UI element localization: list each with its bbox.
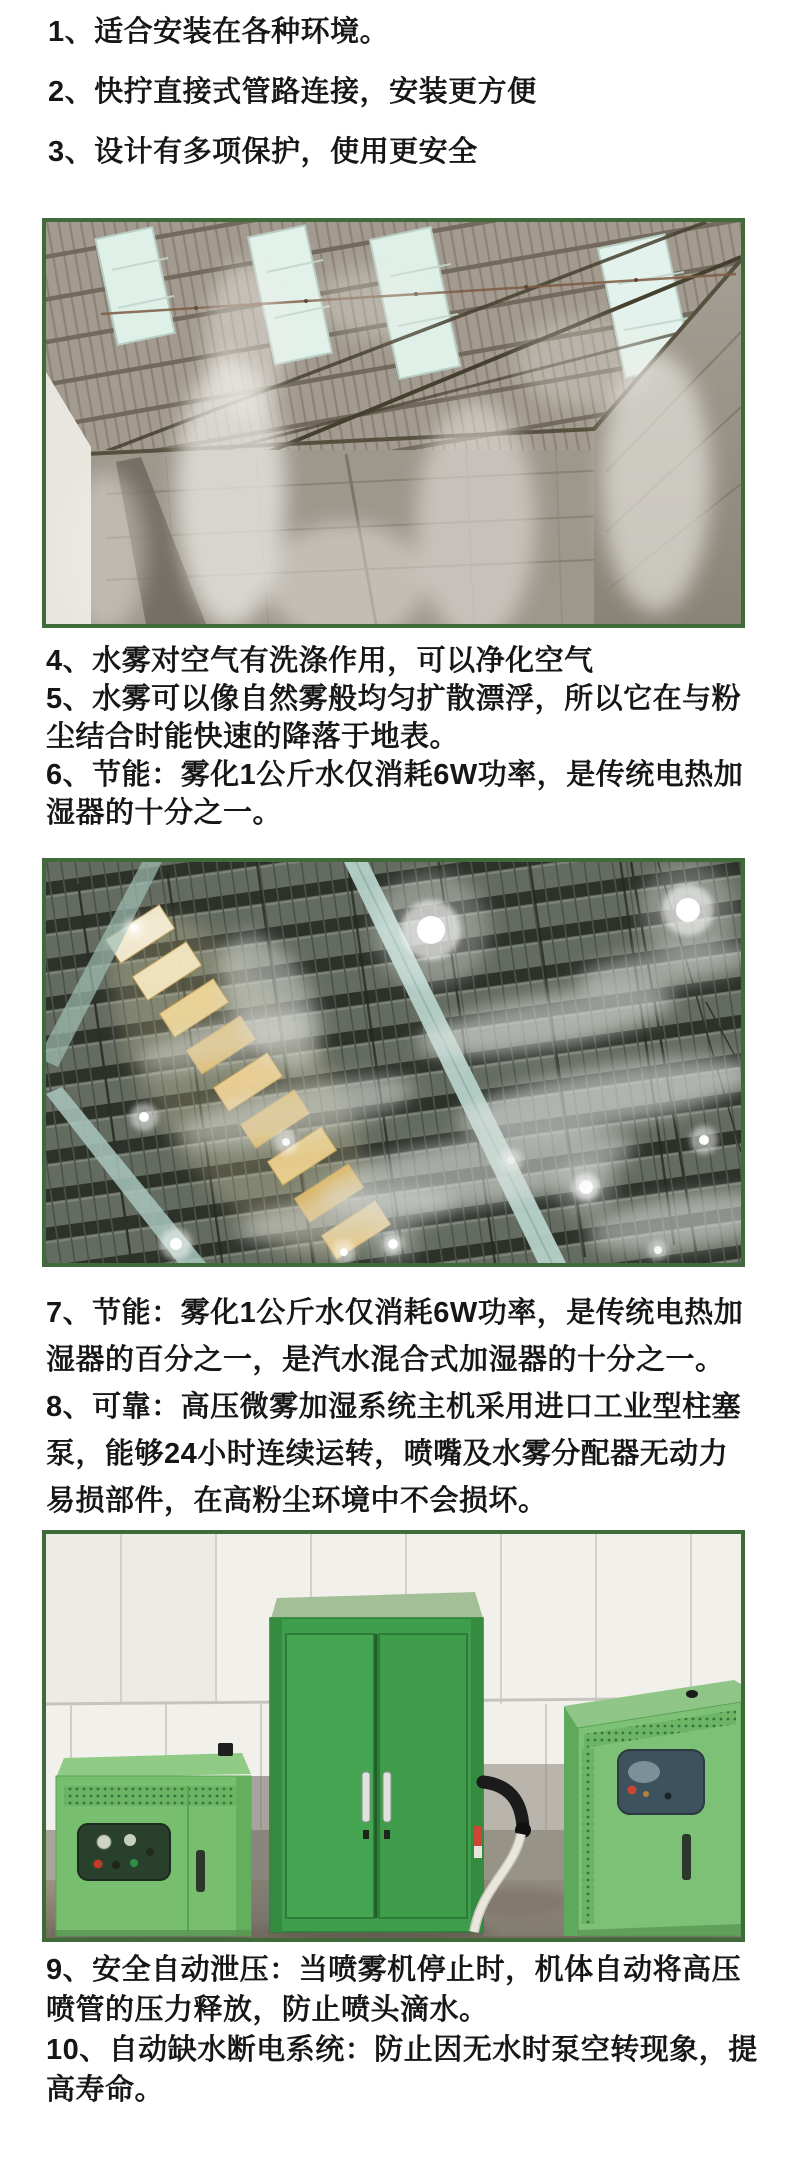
feature-list-mist	[46, 642, 743, 832]
photo-workshop-spray-lights-art	[46, 862, 741, 1263]
right-cabinet	[564, 1680, 741, 1936]
feature-text-line: 泵，能够24小时连续运转，喷嘴及水雾分配器无动力	[46, 1438, 729, 1470]
feature-text-line: 喷管的压力释放，防止喷头滴水。	[46, 1994, 489, 2026]
feature-list-energy-reliability	[46, 1290, 743, 1525]
feature-text-line: 5、水雾可以像自然雾般均匀扩散漂浮，所以它在与粉	[46, 683, 742, 715]
photo-workshop-spray-lights	[42, 858, 745, 1267]
photo-green-pump-cabinets-art	[46, 1534, 741, 1938]
feature-text-line: 3、设计有多项保护，使用更安全	[48, 136, 478, 168]
feature-text-line: 尘结合时能快速的降落于地表。	[46, 721, 460, 753]
feature-text-line: 湿器的百分之一，是汽水混合式加湿器的十分之一。	[46, 1344, 725, 1376]
photo-workshop-mist-ceiling	[42, 218, 745, 628]
feature-text-line: 6、节能：雾化1公斤水仅消耗6W功率，是传统电热加	[46, 759, 744, 791]
feature-text-line: 7、节能：雾化1公斤水仅消耗6W功率，是传统电热加	[46, 1297, 744, 1329]
feature-text-line: 8、可靠：高压微雾加湿系统主机采用进口工业型柱塞	[46, 1391, 742, 1423]
photo-workshop-mist-ceiling-art	[46, 222, 741, 624]
photo-green-pump-cabinets	[42, 1530, 745, 1942]
feature-text-line: 2、快拧直接式管路连接，安装更方便	[48, 76, 537, 108]
left-cabinet	[56, 1743, 251, 1936]
feature-text-line: 10、自动缺水断电系统：防止因无水时泵空转现象，提	[46, 2034, 758, 2066]
feature-text-line: 易损部件，在高粉尘环境中不会损坏。	[46, 1485, 548, 1517]
feature-text-line: 9、安全自动泄压：当喷雾机停止时，机体自动将高压	[46, 1954, 742, 1986]
feature-text-line: 高寿命。	[46, 2074, 165, 2106]
feature-text-line: 1、适合安装在各种环境。	[48, 16, 390, 48]
feature-text-line: 4、水雾对空气有洗涤作用，可以净化空气	[46, 645, 594, 677]
feature-list-install	[48, 16, 537, 196]
feature-text-line: 湿器的十分之一。	[46, 797, 283, 829]
feature-list-safety	[46, 1950, 758, 2110]
